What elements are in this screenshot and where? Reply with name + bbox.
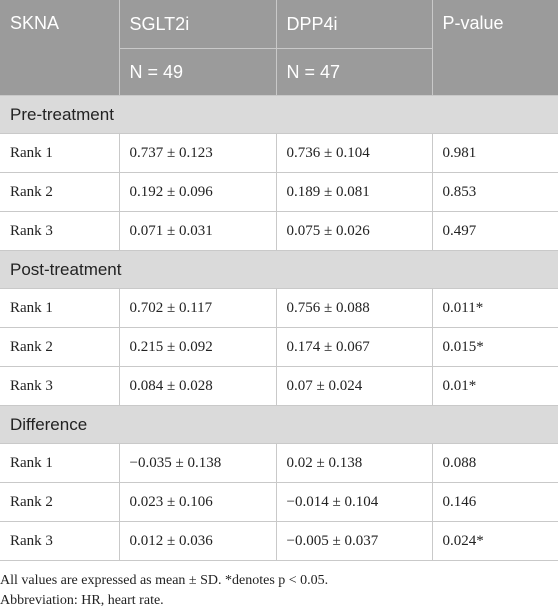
header-p-value: P-value [432, 0, 558, 96]
table-row [0, 289, 558, 328]
sglt2i-cell: 0.023 ± 0.106 [119, 483, 276, 522]
row-label-cell: Rank 2 [0, 328, 119, 367]
sglt2i-cell: 0.012 ± 0.036 [119, 522, 276, 561]
section-row [0, 251, 558, 289]
table-row [0, 483, 558, 522]
header-skna: SKNA [0, 0, 119, 96]
row-label-cell: Rank 3 [0, 367, 119, 406]
header-sglt2i: SGLT2i [119, 0, 276, 49]
table-row [0, 328, 558, 367]
table-body [0, 96, 558, 561]
p-value-cell: 0.088 [432, 444, 558, 483]
row-label-cell: Rank 3 [0, 212, 119, 251]
dpp4i-cell: 0.07 ± 0.024 [276, 367, 432, 406]
sglt2i-cell: 0.702 ± 0.117 [119, 289, 276, 328]
row-label-cell: Rank 2 [0, 483, 119, 522]
p-value-cell: 0.497 [432, 212, 558, 251]
table-footnotes [0, 571, 558, 611]
p-value-cell: 0.146 [432, 483, 558, 522]
header-n-dpp4i: N = 47 [276, 49, 432, 96]
dpp4i-cell: −0.014 ± 0.104 [276, 483, 432, 522]
p-value-cell: 0.853 [432, 173, 558, 212]
table-row [0, 444, 558, 483]
dpp4i-cell: 0.736 ± 0.104 [276, 134, 432, 173]
row-label-cell: Rank 3 [0, 522, 119, 561]
table-row [0, 212, 558, 251]
table-header [0, 0, 558, 96]
footnote-values: All values are expressed as mean ± SD. *denotes p < 0.05. [0, 573, 329, 588]
table-row [0, 522, 558, 561]
p-value-cell: 0.011* [432, 289, 558, 328]
sglt2i-cell: 0.737 ± 0.123 [119, 134, 276, 173]
footnote-abbreviation: Abbreviation: HR, heart rate. [0, 593, 164, 608]
sglt2i-cell: 0.084 ± 0.028 [119, 367, 276, 406]
row-label-cell: Rank 2 [0, 173, 119, 212]
sglt2i-cell: 0.192 ± 0.096 [119, 173, 276, 212]
section-title: Difference [0, 406, 558, 444]
sglt2i-cell: 0.215 ± 0.092 [119, 328, 276, 367]
row-label-cell: Rank 1 [0, 289, 119, 328]
row-label-cell: Rank 1 [0, 444, 119, 483]
p-value-cell: 0.024* [432, 522, 558, 561]
table-row [0, 134, 558, 173]
section-row [0, 96, 558, 134]
p-value-cell: 0.015* [432, 328, 558, 367]
dpp4i-cell: 0.02 ± 0.138 [276, 444, 432, 483]
p-value-cell: 0.01* [432, 367, 558, 406]
table-row [0, 367, 558, 406]
dpp4i-cell: 0.075 ± 0.026 [276, 212, 432, 251]
header-n-sglt2i: N = 49 [119, 49, 276, 96]
dpp4i-cell: −0.005 ± 0.037 [276, 522, 432, 561]
dpp4i-cell: 0.189 ± 0.081 [276, 173, 432, 212]
dpp4i-cell: 0.756 ± 0.088 [276, 289, 432, 328]
sglt2i-cell: 0.071 ± 0.031 [119, 212, 276, 251]
section-title: Pre-treatment [0, 96, 558, 134]
dpp4i-cell: 0.174 ± 0.067 [276, 328, 432, 367]
sglt2i-cell: −0.035 ± 0.138 [119, 444, 276, 483]
section-row [0, 406, 558, 444]
table-row [0, 173, 558, 212]
header-dpp4i: DPP4i [276, 0, 432, 49]
row-label-cell: Rank 1 [0, 134, 119, 173]
p-value-cell: 0.981 [432, 134, 558, 173]
section-title: Post-treatment [0, 251, 558, 289]
